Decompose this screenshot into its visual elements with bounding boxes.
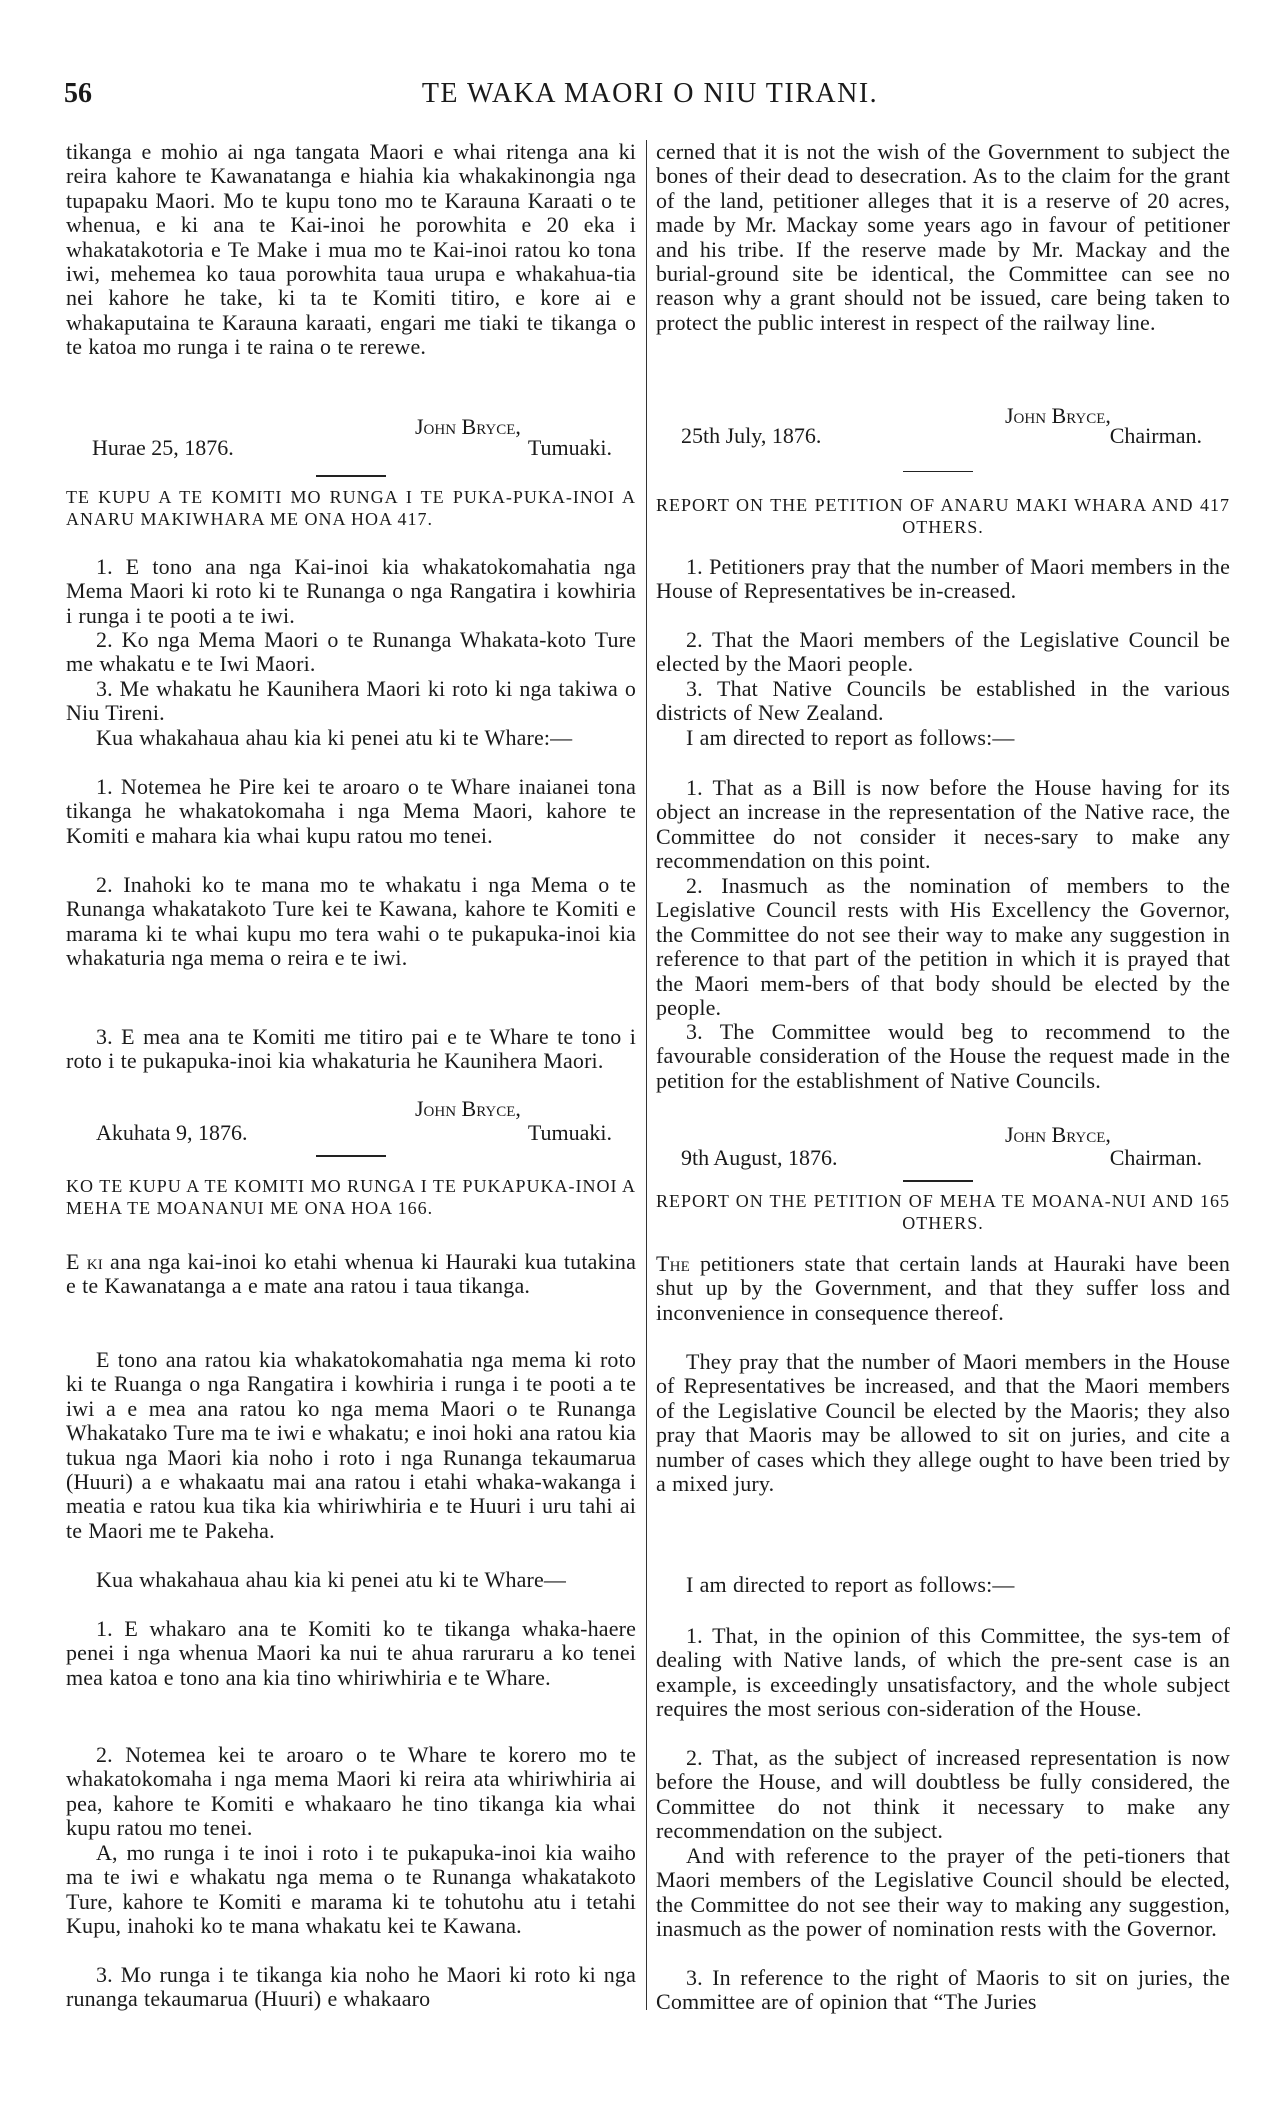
paragraph: 1. That as a Bill is now before the House having for its object an increase in the representation of the Native race, the Committee do not consider it neces-sary to make any recommendation on this point. [656,775,1230,874]
signature-title: Chairman. [1109,1145,1202,1170]
signature-title: Tumuaki. [527,1120,612,1145]
paragraph: A, mo runga i te inoi i roto i te pukapuka-inoi kia waiho ma te iwi e whakatu nga mema o te Runanga whakatakoto Ture, kahore te Komiti e marama ki te tohutohu atu i tetahi Kupu, inahoki ko te mana whakatu kei te Kawana. [66,1840,636,1939]
section-heading: REPORT ON THE PETITION OF ANARU MAKI WHARA AND 417 OTHERS. [656,495,1230,537]
left-intro-paragraph: tikanga e mohio ai nga tangata Maori e whai ritenga ana ki reira kahore te Kawanatanga e hiahia kia whakakinongia nga tupapaku Maori. Mo te kupu tono mo te Karauna Karaati o te whenua, e ki ana te Kai-inoi he porowhita e 20 eka i whakatakotoria e Te Make i mua mo te Kai-inoi ratou ko tona iwi, mehemea ko taua porowhita taua urupa e whakahua-tia nei kahore he take, ki ta te Komiti titiro, e kore ai e whakaputaina te Karauna karaati, engari me tiaki te tikanga o te katoa mo runga i te raina o te rerewe. [66,139,636,360]
paragraph: E tono ana ratou kia whakatokomahatia nga mema ki roto ki te Ruanga o nga Rangatira i kowhiria i runga i te pooti a te iwi a e mea ana ratou ko nga mema Maori o te Runanga Whakatako Ture ma te iwi e whakatu; e inoi hoki ana ratou kia tukua nga Maori kia noho i roto i nga Runanga tekaumarua (Huuri) a e whakaatu mai ana ratou i etahi whaka-wakanga i meatia e ratou kua tika kia whiriwhiria e te Huuri i uru tahi ai te Maori me te Pakeha. [66,1347,636,1543]
paragraph: 3. The Committee would beg to recommend to the favourable consideration of the House the request made in the petition for the establishment of Native Councils. [656,1019,1230,1093]
paragraph: 3. In reference to the right of Maoris to sit on juries, the Committee are of opinion that “The Juries [656,1965,1230,2015]
lead-word: E ki [66,1249,103,1274]
paragraph: 2. Notemea kei te aroaro o te Whare te korero mo te whakatokomaha i nga mema Maori ki reira ata whiriwhiria ai pea, kahore te Komiti e whakaaro he tino tikanga kia whai kupu ratou mo tenei. [66,1742,636,1841]
paragraph: 2. Ko nga Mema Maori o te Runanga Whakata-koto Ture me whakatu e te Iwi Maori. [66,627,636,677]
signature-date: 9th August, 1876. [681,1145,838,1170]
paragraph: 2. That the Maori members of the Legislative Council be elected by the Maori people. [656,627,1230,677]
paragraph [66,1250,636,1299]
paragraph: Kua whakahaua ahau kia ki penei atu ki te Whare:— [96,725,573,750]
signature-name: John Bryce, [415,414,521,439]
paragraph: 2. Inasmuch as the nomination of members to the Legislative Council rests with His Excellency the Governor, the Committee do not see their way to make any suggestion in reference to that part of the petition in which it is prayed that the Maori mem-bers of that body should be elected by the people. [656,873,1230,1021]
paragraph: 3. Me whakatu he Kaunihera Maori ki roto ki nga takiwa o Niu Tireni. [66,676,636,726]
paragraph: 1. Petitioners pray that the number of Maori members in the House of Representatives be in-creased. [656,554,1230,604]
signature-name: John Bryce, [1005,403,1111,428]
paragraph: 2. Inahoki ko te mana mo te whakatu i nga Mema o te Runanga whakatakoto Ture kei te Kawana, kahore te Komiti e marama ki te whai kupu mo tera wahi o te pukapuka-inoi kia whakaturia nga mema o reira e te iwi. [66,872,636,971]
section-heading: KO TE KUPU A TE KOMITI MO RUNGA I TE PUKAPUKA-INOI A MEHA TE MOANANUI ME ONA HOA 166. [66,1176,636,1218]
paragraph: 3. E mea ana te Komiti me titiro pai e te Whare te tono i roto i te pukapuka-inoi kia whakaturia he Kaunihera Maori. [66,1024,636,1074]
paragraph: 2. That, as the subject of increased representation is now before the House, and will doubtless be fully considered, the Committee do not think it necessary to make any recommendation on the subject. [656,1745,1230,1844]
paragraph: Kua whakahaua ahau kia ki penei atu ki te Whare— [96,1567,567,1592]
signature-date: Akuhata 9, 1876. [96,1120,248,1145]
signature-name: John Bryce, [1005,1122,1111,1147]
lead-word: The [656,1251,690,1276]
paragraph: They pray that the number of Maori members in the House of Representatives be increased, and that the Maori members of the Legislative Council be elected by the Maoris; they also pray that Maoris may be allowed to sit on juries, and cite a number of cases which they allege ought to have been tried by a mixed jury. [656,1349,1230,1497]
lead-text: petitioners state that certain lands at Hauraki have been shut up by the Government, and that they suffer loss and inconvenience in consequence thereof. [656,1251,1230,1325]
paragraph: I am directed to report as follows:— [686,1572,1015,1597]
signature-name: John Bryce, [415,1096,521,1121]
signature-title: Tumuaki. [527,435,612,460]
paragraph: 1. That, in the opinion of this Committee, the sys-tem of dealing with Native lands, of which the pre-sent case is an example, is exceedingly unsatisfactory, and the whole subject requires the most serious con-sideration of the House. [656,1623,1230,1722]
paragraph: I am directed to report as follows:— [686,725,1015,750]
section-heading: REPORT ON THE PETITION OF MEHA TE MOANA-NUI AND 165 OTHERS. [656,1191,1230,1233]
section-rule [903,471,973,472]
paragraph [656,1252,1230,1325]
signature-date: 25th July, 1876. [681,423,822,448]
section-heading: TE KUPU A TE KOMITI MO RUNGA I TE PUKA-PUKA-INOI A ANARU MAKIWHARA ME ONA HOA 417. [66,487,636,529]
section-rule [316,1155,386,1157]
paragraph: 1. E tono ana nga Kai-inoi kia whakatokomahatia nga Mema Maori ki roto ki te Runanga o nga Rangatira i kowhiria i runga i te pooti a te iwi. [66,554,636,628]
signature-title: Chairman. [1109,423,1202,448]
section-rule [903,1180,973,1182]
right-intro-paragraph: cerned that it is not the wish of the Government to subject the bones of their dead to desecration. As to the claim for the grant of the land, petitioner alleges that it is a reserve of 20 acres, made by Mr. Mackay some years ago in favour of petitioner and his tribe. If the reserve made by Mr. Mackay and the burial-ground site be identical, the Committee can see no reason why a grant should not be issued, care being taken to protect the public interest in respect of the railway line. [656,139,1230,335]
paragraph: 1. E whakaro ana te Komiti ko te tikanga whaka-haere penei i nga whenua Maori ka nui te ahua raruraru a ko tenei mea katoa e tono ana kia tino whiriwhiria e te Whare. [66,1616,636,1690]
page-number: 56 [64,78,92,109]
lead-text: ana nga kai-inoi ko etahi whenua ki Hauraki kua tutakina e te Kawanatanga a e mate ana ratou i taua tikanga. [66,1249,636,1299]
section-rule [316,475,386,477]
paragraph: And with reference to the prayer of the peti-tioners that Maori members of the Legislative Council should be elected, the Committee do not see their way to making any suggestion, inasmuch as the power of nomination rests with the Governor. [656,1843,1230,1942]
signature-date: Hurae 25, 1876. [92,435,234,460]
paragraph: 3. Mo runga i te tikanga kia noho he Maori ki roto ki nga runanga tekaumarua (Huuri) e whakaaro [66,1962,636,2012]
paragraph: 1. Notemea he Pire kei te aroaro o te Whare inaianei tona tikanga he whakatokomaha i nga Mema Maori, kahore te Komiti e mahara kia whai kupu ratou mo tenei. [66,774,636,848]
page-title: TE WAKA MAORI O NIU TIRANI. [421,78,879,109]
paragraph: 3. That Native Councils be established in the various districts of New Zealand. [656,676,1230,726]
column-divider [646,140,647,2010]
